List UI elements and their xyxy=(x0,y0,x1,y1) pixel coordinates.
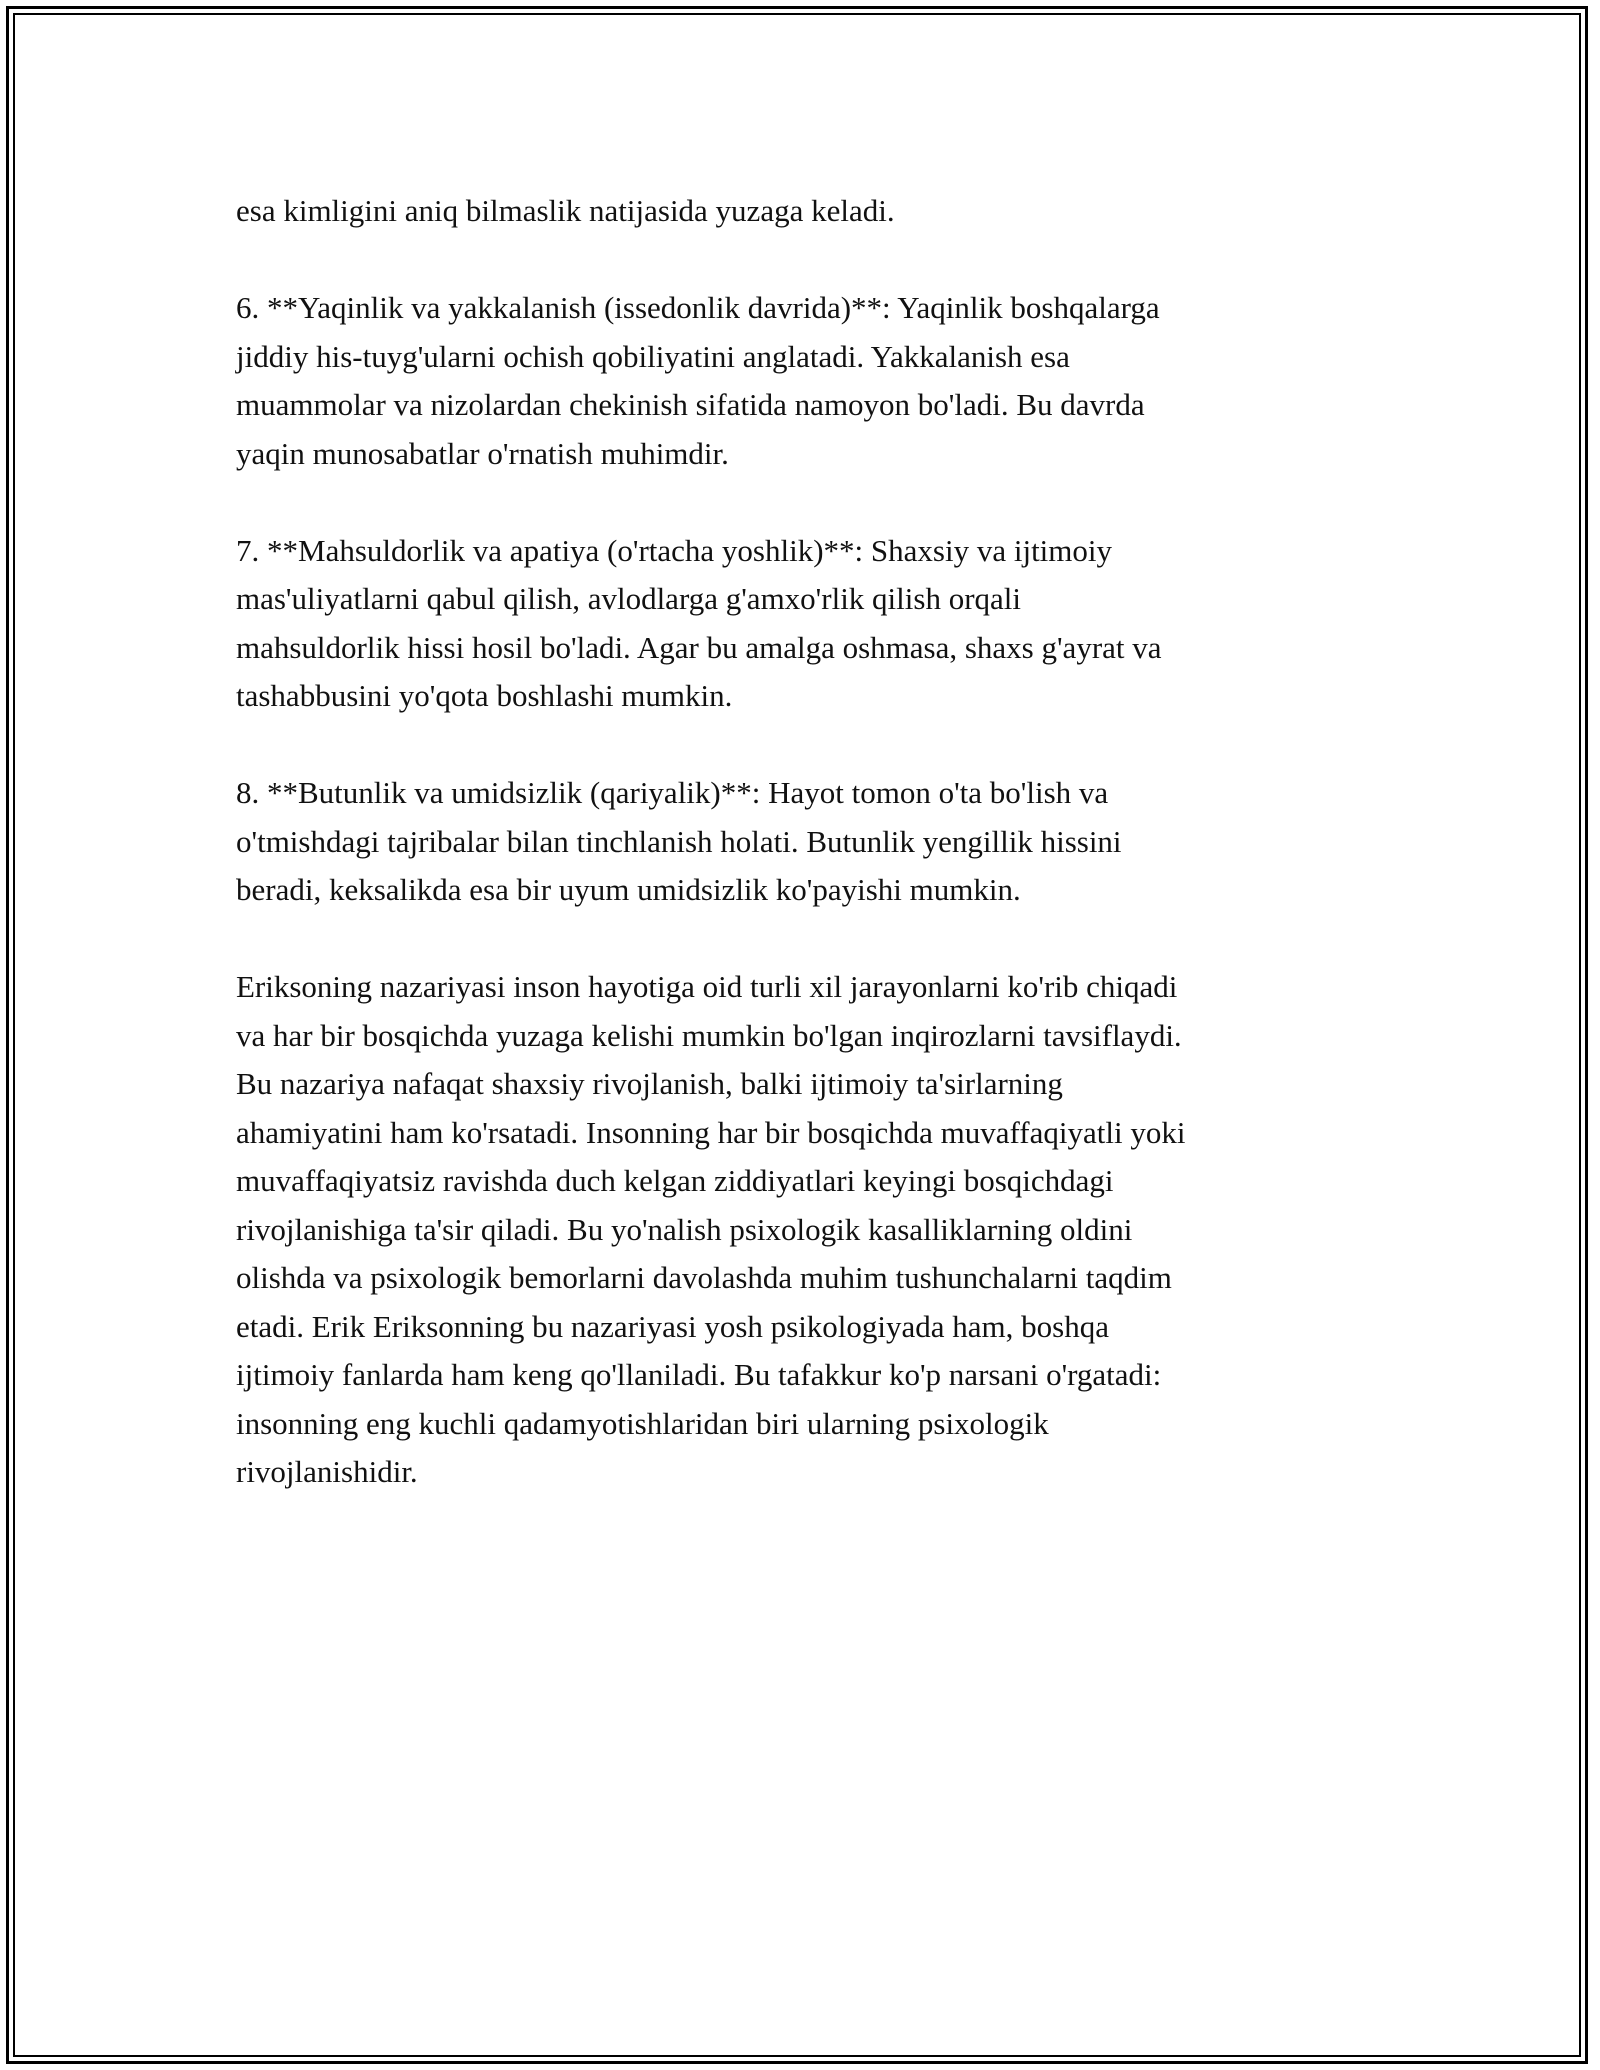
paragraph-stage-7 xyxy=(236,527,1376,721)
text-line: insonning eng kuchli qadamyotishlaridan biri ularning psixologik xyxy=(236,1405,1049,1441)
paragraph-continuation xyxy=(236,187,1376,236)
text-line: etadi. Erik Eriksonning bu nazariyasi yosh psikologiyada ham, boshqa xyxy=(236,1308,1109,1344)
text-line: jiddiy his-tuyg'ularni ochish qobiliyatini anglatadi. Yakkalanish esa xyxy=(236,338,1070,374)
text-line: beradi, keksalikda esa bir uyum umidsizlik ko'payishi mumkin. xyxy=(236,872,1021,907)
paragraph-stage-6 xyxy=(236,284,1376,478)
text-line: olishda va psixologik bemorlarni davolashda muhim tushunchalarni taqdim xyxy=(236,1260,1172,1295)
text-line: Eriksoning nazariyasi inson hayotiga oid turli xil jarayonlarni ko'rib chiqadi xyxy=(236,969,1178,1004)
paragraph-stage-8 xyxy=(236,769,1376,915)
text-line: rivojlanishidir. xyxy=(236,1454,418,1489)
text-line: 6. **Yaqinlik va yakkalanish (issedonlik davrida)**: Yaqinlik boshqalarga xyxy=(236,290,1160,325)
text-line: mahsuldorlik hissi hosil bo'ladi. Agar bu amalga oshmasa, shaxs g'ayrat va xyxy=(236,629,1162,665)
text-line: muammolar va nizolardan chekinish sifatida namoyon bo'ladi. Bu davrda xyxy=(236,387,1145,422)
text-line: 8. **Butunlik va umidsizlik (qariyalik)**: Hayot tomon o'ta bo'lish va xyxy=(236,775,1109,810)
text-line: Bu nazariya nafaqat shaxsiy rivojlanish, balki ijtimoiy ta'sirlarning xyxy=(236,1066,1063,1101)
text-line: rivojlanishiga ta'sir qiladi. Bu yo'nalish psixologik kasalliklarning oldini xyxy=(236,1211,1133,1247)
text-line: tashabbusini yo'qota boshlashi mumkin. xyxy=(236,678,733,713)
text-line: muvaffaqiyatsiz ravishda duch kelgan ziddiyatlari keyingi bosqichdagi xyxy=(236,1163,1114,1198)
text-line: ahamiyatini ham ko'rsatadi. Insonning har bir bosqichda muvaffaqiyatli yoki xyxy=(236,1114,1186,1150)
document-body xyxy=(236,187,1376,1545)
text-line: yaqin munosabatlar o'rnatish muhimdir. xyxy=(236,435,729,471)
text-line: 7. **Mahsuldorlik va apatiya (o'rtacha yoshlik)**: Shaxsiy va ijtimoiy xyxy=(236,532,1113,568)
text-line: va har bir bosqichda yuzaga kelishi mumkin bo'lgan inqirozlarni tavsiflaydi. xyxy=(236,1017,1182,1053)
text-line: o'tmishdagi tajribalar bilan tinchlanish holati. Butunlik yengillik hissini xyxy=(236,823,1122,859)
text-line: esa kimligini aniq bilmaslik natijasida yuzaga keladi. xyxy=(236,193,895,228)
text-line: ijtimoiy fanlarda ham keng qo'llaniladi. Bu tafakkur ko'p narsani o'rgatadi: xyxy=(236,1357,1162,1392)
paragraph-conclusion xyxy=(236,963,1376,1497)
text-line: mas'uliyatlarni qabul qilish, avlodlarga g'amxo'rlik qilish orqali xyxy=(236,581,1022,616)
